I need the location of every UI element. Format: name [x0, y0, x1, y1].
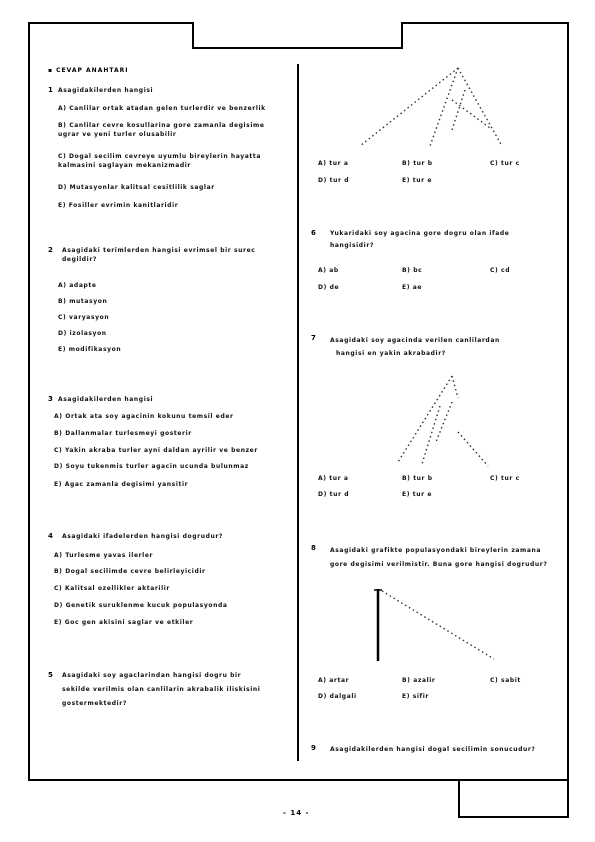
q5-option-a: A) tur a	[318, 160, 349, 167]
q8-option-a: A) artar	[318, 677, 350, 684]
q4-option-c: C) Kalitsal ozellikler aktarilir	[54, 585, 170, 592]
q3-option-b: B) Dallanmalar turlesmeyi gosterir	[54, 430, 192, 437]
q5-option-d: D) tur d	[318, 177, 350, 184]
q7-option-e: E) tur e	[402, 491, 432, 498]
question-2-stem: Asagidaki terimlerden hangisi evrimsel bir surec	[62, 247, 256, 254]
question-3-number: 3	[48, 395, 53, 403]
q4-option-a: A) Turlesme yavas ilerler	[54, 552, 154, 559]
q5-option-c: C) tur c	[490, 160, 520, 167]
q7-option-b: B) tur b	[402, 475, 433, 482]
q2-option-d: D) izolasyon	[58, 330, 107, 337]
question-5-line-3: gostermektedir?	[62, 700, 127, 707]
q2-option-c: C) varyasyon	[58, 314, 110, 321]
q8-option-b: B) azalir	[402, 677, 436, 684]
q7-option-d: D) tur d	[318, 491, 350, 498]
q1-option-c-cont: kalmasini saglayan mekanizmadir	[58, 162, 191, 169]
q6-option-a: A) ab	[318, 267, 339, 274]
section-title	[48, 67, 128, 74]
question-6-line-2: hangisidir?	[330, 242, 374, 249]
question-8-line-1: Asagidaki grafikte populasyondaki bireylerin zamana	[330, 547, 542, 554]
question-5-line-1: Asagidaki soy agaclarindan hangisi dogru bir	[62, 672, 242, 679]
decline-graph	[368, 585, 508, 665]
page-number: - 14 -	[283, 809, 310, 817]
tree-diagram-1	[340, 60, 540, 160]
section-title-text: CEVAP ANAHTARI	[56, 67, 129, 74]
column-divider	[297, 64, 299, 761]
q2-option-b: B) mutasyon	[58, 298, 108, 305]
q7-option-c: C) tur c	[490, 475, 520, 482]
q3-option-d: D) Soyu tukenmis turler agacin ucunda bulunmaz	[54, 463, 249, 470]
q5-option-e: E) tur e	[402, 177, 432, 184]
question-9-number: 9	[311, 744, 316, 752]
question-1-number: 1	[48, 86, 53, 94]
footer-tab-right	[458, 779, 569, 818]
q1-option-c: C) Dogal secilim cevreye uyumlu bireylerin hayatta	[58, 153, 261, 160]
q3-option-a: A) Ortak ata soy agacinin kokunu temsil eder	[54, 413, 234, 420]
question-7-line-1: Asagidaki soy agacinda verilen canlilardan	[330, 337, 500, 344]
question-3-stem: Asagidakilerden hangisi	[58, 396, 154, 403]
q3-option-e: E) Agac zamanla degisimi yansitir	[54, 481, 189, 488]
question-9-line: Asagidakilerden hangisi dogal secilimin sonucudur?	[330, 746, 536, 753]
q1-option-a: A) Canlilar ortak atadan gelen turlerdir ve benzerlik	[58, 105, 266, 112]
q1-option-b: B) Canlilar cevre kosullarina gore zamanla degisime	[58, 122, 265, 129]
question-2-number: 2	[48, 246, 53, 254]
q6-option-c: C) cd	[490, 267, 511, 274]
question-5-line-2: sekilde verilmis olan canlilarin akrabalik iliskisini	[62, 686, 261, 693]
q8-option-e: E) sifir	[402, 693, 429, 700]
bullet: ▪	[48, 67, 57, 74]
question-8-number: 8	[311, 544, 316, 552]
q6-option-b: B) bc	[402, 267, 423, 274]
question-8-line-2: gore degisimi verilmistir. Buna gore hangisi dogrudur?	[330, 561, 548, 568]
q8-option-d: D) dalgali	[318, 693, 357, 700]
tree-diagram-2	[380, 372, 540, 472]
q4-option-b: B) Dogal secilimde cevre belirleyicidir	[54, 568, 206, 575]
q5-option-b: B) tur b	[402, 160, 433, 167]
q4-option-d: D) Genetik suruklenme kucuk populasyonda	[54, 602, 228, 609]
q2-option-e: E) modifikasyon	[58, 346, 122, 353]
question-7-number: 7	[311, 334, 316, 342]
q1-option-d: D) Mutasyonlar kalitsal cesitlilik saglar	[58, 184, 215, 191]
q6-option-e: E) ae	[402, 284, 423, 291]
question-6-number: 6	[311, 229, 316, 237]
question-4-stem: Asagidaki ifadelerden hangisi dogrudur?	[62, 533, 223, 540]
q1-option-e: E) Fosiller evrimin kanitlaridir	[58, 202, 179, 209]
question-6-line-1: Yukaridaki soy agacina gore dogru olan ifade	[330, 230, 510, 237]
question-1-stem: Asagidakilerden hangisi	[58, 87, 154, 94]
q6-option-d: D) de	[318, 284, 340, 291]
question-2-stem-cont: degildir?	[62, 256, 97, 263]
q3-option-c: C) Yakin akraba turler ayni daldan ayrilir ve benzer	[54, 447, 258, 454]
question-7-line-2: hangisi en yakin akrabadir?	[336, 350, 446, 357]
header-tab-right	[401, 22, 569, 49]
question-4-number: 4	[48, 532, 53, 540]
question-5-number: 5	[48, 671, 53, 679]
q2-option-a: A) adapte	[58, 282, 97, 289]
q1-option-b-cont: ugrar ve yeni turler olusabilir	[58, 131, 177, 138]
header-tab-left	[28, 22, 194, 49]
q4-option-e: E) Goc gen akisini saglar ve etkiler	[54, 619, 194, 626]
q7-option-a: A) tur a	[318, 475, 349, 482]
q8-option-c: C) sabit	[490, 677, 521, 684]
